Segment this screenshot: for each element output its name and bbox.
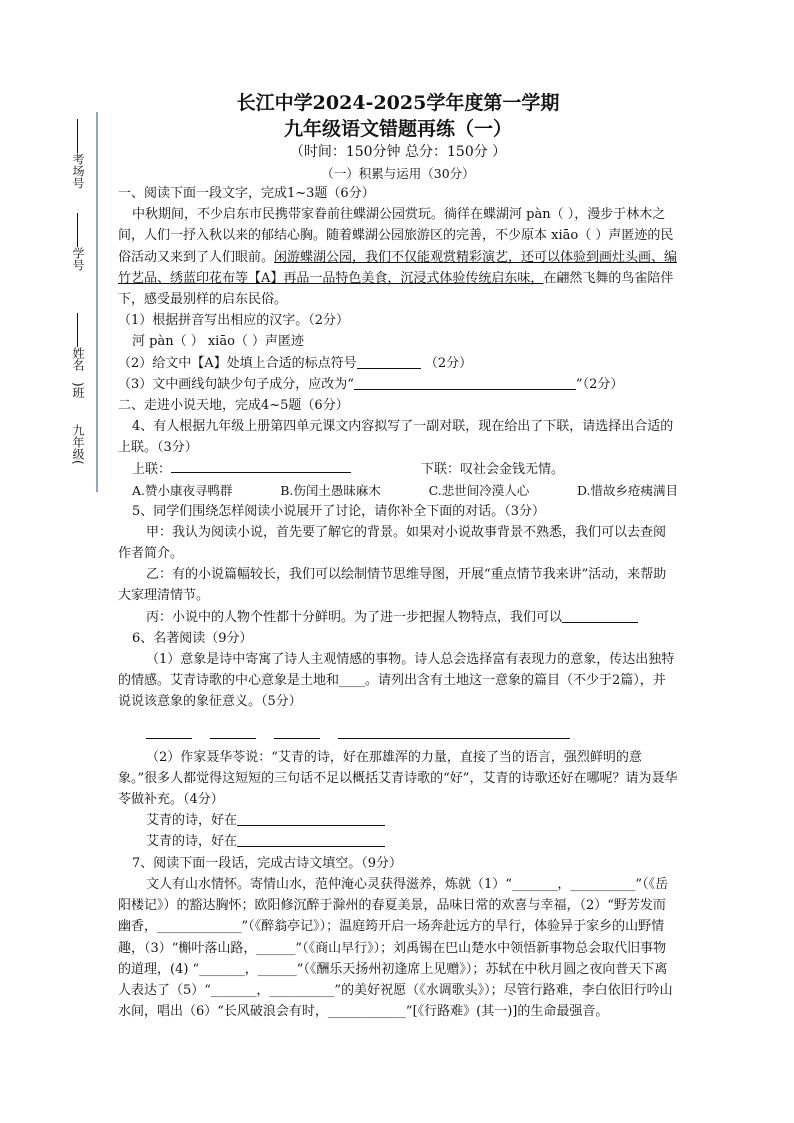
answer-line[interactable] — [338, 737, 570, 739]
seat-label — [70, 210, 87, 271]
exam-room-text: 考场号 — [71, 153, 85, 189]
exam-content — [118, 90, 678, 1022]
time-info: （时间：150分钟 总分：150分 ） — [289, 144, 507, 160]
q1-sub3-text: （3）文中画线句缺少句子成分，应改为“ — [118, 376, 354, 392]
q1-sub2-score: （2分） — [424, 355, 473, 371]
q5-prompt: 5、同学们围绕怎样阅读小说展开了讨论，请你补全下面的对话。（3分） — [132, 503, 546, 519]
q6-line1-blank[interactable] — [237, 812, 385, 826]
q1-sub1-answers: 河 pàn（ ） xiāo（ ）声匿迹 — [132, 334, 305, 350]
q1-sub2-text: （2）给文中【A】处填上合适的标点符号 — [118, 355, 357, 371]
exam-room-blank — [77, 119, 79, 153]
class-text: )班 — [71, 382, 85, 399]
lower-couplet: 下联：叹社会金钱无情。 — [421, 461, 565, 477]
binding-line — [96, 112, 98, 492]
q4-prompt: 4、有人根据九年级上册第四单元课文内容拟写了一副对联，现在给出了下联，请选择出合适的上联。（3分） — [118, 419, 674, 456]
q1-sub3-blank[interactable] — [354, 376, 576, 390]
q1-sub2 — [118, 353, 678, 374]
q1-sub3 — [118, 374, 678, 395]
q1-underlined-sentence: 闲游蝶湖公园，我们不仅能观赏精彩演艺，还可以体验到画灶头画、编竹艺品、绣蓝印花布等【A】再品一品特色美食，沉浸式体验传统启东味， — [118, 249, 678, 286]
q1-passage — [118, 204, 678, 310]
seat-text: 学号 — [71, 247, 85, 271]
q6-heading: 6、名著阅读（9分） — [132, 630, 253, 646]
q6-line2-text: 艾青的诗，好在 — [146, 834, 238, 850]
couplet-row — [118, 459, 678, 480]
grade-text: 九年级( — [71, 424, 85, 465]
q6-sub2: （2）作家聂华苓说：“艾青的诗，好在那雄浑的力量，直接了当的语言，强烈鲜明的意象。”很多人都觉得这短短的三句话不足以概括艾青诗歌的“好”，艾青的诗歌还好在哪呢？请为聂华苓做补充。（4分） — [118, 749, 678, 808]
q4-option-a[interactable]: A.赞小康夜寻鸭群 — [132, 482, 233, 498]
q4-option-d[interactable]: D.惜故乡疮痍满目 — [576, 482, 678, 498]
dialogue-bing-text: 丙：小说中的人物个性都十分鲜明。为了进一步把握人物特点，我们可以 — [146, 609, 563, 625]
q7-heading: 7、阅读下面一段话，完成古诗文填空。（9分） — [132, 855, 403, 871]
q1-sub1: （1）根据拼音写出相应的汉字。（2分） — [118, 313, 350, 329]
name-label — [70, 310, 87, 371]
upper-couplet-label: 上联： — [132, 461, 172, 477]
q4-option-b[interactable]: B.伤闰土愚昧麻木 — [280, 482, 381, 498]
q7-body: 文人有山水情怀。寄情山水，范仲淹心灵获得滋养，炼就（1）“_______，__________”（《岳阳楼记》）的豁达胸怀；欧阳修沉醉于滁州的春夏美景，品味日常的欢喜与幸福，（2）“野芳发而幽香，_____________”（《醉翁亭记》）；温庭筠开启一场奔赴远方的旱行，体验异于家乡的山野情趣，（3）“槲叶落山路，______”（《商山早行》）；刘禹锡在巴山楚水中领悟新事物总会取代旧事物的道理，(4) “_______，______”（《酬乐天扬州初逢席上见赠》）；苏轼在中秋月圆之夜向普天下离人表达了（5）“_______，__________”的美好祝愿（《水调歌头》）；尽管行路难，李白依旧行吟山水间，唱出（6）“长风破浪会有时，____________”[《行路难》(其一)]的生命最强音。 — [118, 876, 673, 1020]
dialogue-bing — [118, 607, 678, 628]
q6-line1 — [118, 810, 678, 831]
school-title: 长江中学2024-2025学年度第一学期 — [236, 92, 560, 114]
exam-room-label — [70, 116, 87, 189]
q6-sub1: （1）意象是诗中寄寓了诗人主观情感的事物。诗人总会选择富有表现力的意象，传达出独特的情感。艾青诗歌的中心意象是土地和____。请列出含有土地这一意象的篇目（不少于2篇），并说说该意象的象征意义。（5分） — [118, 652, 675, 710]
q6-sub1-answer-lines — [118, 713, 678, 739]
name-blank — [77, 313, 79, 347]
answer-line[interactable] — [146, 737, 192, 739]
class-label — [70, 382, 87, 399]
dialogue-yi: 乙：有的小说篇幅较长，我们可以绘制情节思维导图，开展“重点情节我来讲”活动，来帮助大家理清情节。 — [118, 567, 667, 604]
answer-line[interactable] — [210, 737, 256, 739]
grade-label — [70, 424, 87, 465]
name-text: 姓名 — [71, 347, 85, 371]
q4-option-c[interactable]: C.悲世间冷漠人心 — [428, 482, 530, 498]
q4-options — [118, 480, 678, 501]
q2-heading: 二、走进小说天地，完成4~5题（6分） — [118, 398, 349, 414]
q6-line1-text: 艾青的诗，好在 — [146, 813, 238, 829]
q1-sub2-blank[interactable] — [357, 355, 421, 369]
q1-passage-a: 中秋期间，不少启东市民携带家眷前往蝶湖公园赏玩。徜徉在蝶湖河 pàn（ ），漫步于林木之间，人们一抒入秋以来的郁结心胸。随着蝶湖公园旅游区的完善，不少原本 xiāo（ ）声匿迹的民俗活动又来到了人们眼前。 — [118, 207, 674, 265]
q1-passage-b: 在翩然飞舞的鸟雀陪伴下，感受最别样的启东民俗。 — [118, 270, 674, 308]
seat-blank — [77, 213, 79, 247]
answer-line[interactable] — [274, 737, 320, 739]
dialogue-bing-blank[interactable] — [562, 609, 638, 623]
section-heading: （一）积累与运用（30分） — [321, 166, 475, 181]
q6-line2-blank[interactable] — [237, 833, 385, 847]
dialogue-jia: 甲：我认为阅读小说，首先要了解它的背景。如果对小说故事背景不熟悉，我们可以去查阅作者简介。 — [118, 524, 667, 562]
upper-couplet-blank[interactable] — [171, 459, 351, 473]
q1-heading: 一、阅读下面一段文字，完成1~3题（6分） — [118, 186, 375, 201]
q1-sub3-score: ”（2分） — [575, 376, 624, 392]
q6-line2 — [118, 831, 678, 852]
exam-title: 九年级语文错题再练（一） — [283, 118, 512, 140]
